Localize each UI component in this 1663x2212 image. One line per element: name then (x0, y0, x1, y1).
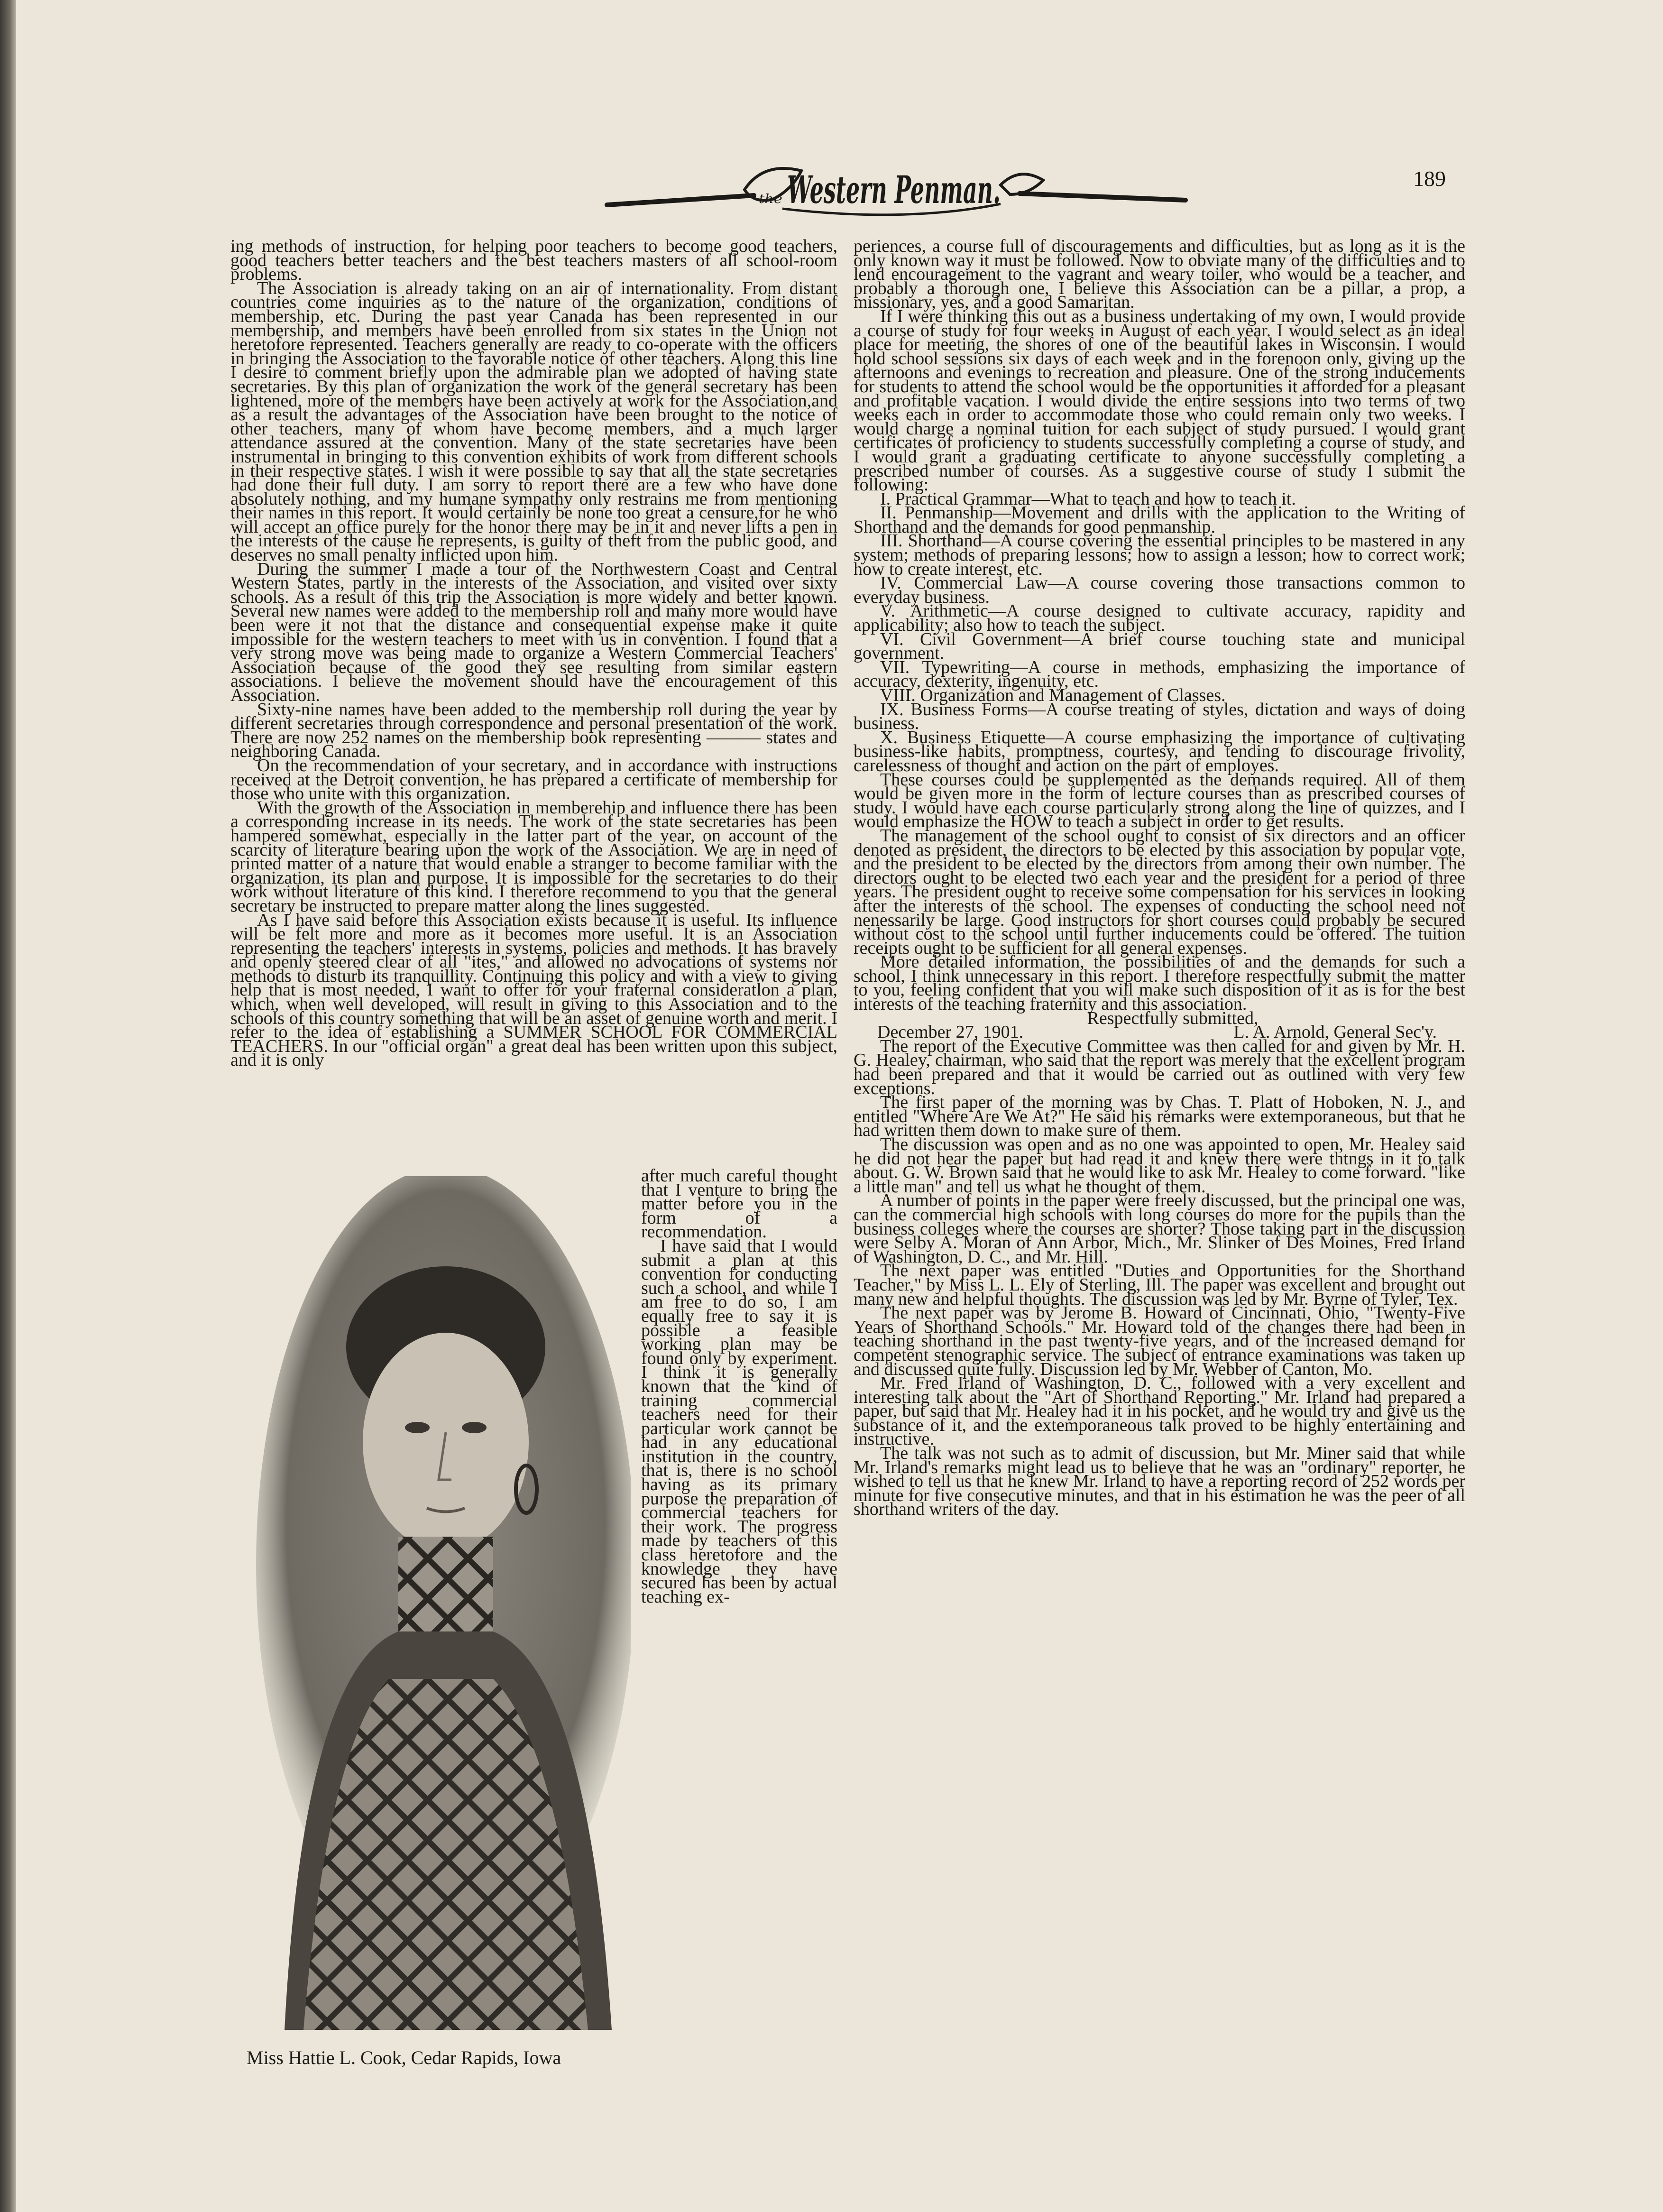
signoff-signature: L. A. Arnold, General Sec'y. (1233, 1022, 1437, 1042)
signoff-date: December 27, 1901. (877, 1022, 1024, 1042)
masthead-logo (602, 152, 1190, 228)
svg-text:the: the (759, 192, 782, 206)
paragraph: periences, a course full of discouragements and difficulties, but as long as it is the only known way it must be followed. Now to obviate many of the difficulties and to lend encouragement to the vagrant and weary toiler, who would be a teacher, and probably a thorough one, I believe this Association can be a pillar, a prop, a missionary, yes, and a good Samaritan. (854, 236, 1465, 313)
left-article-column (230, 236, 837, 1070)
course-item: V. Arithmetic—A course designed to cultivate accuracy, rapidity and applicability; also how to teach the subject. (854, 601, 1465, 636)
right-article-column (854, 236, 1465, 1520)
course-item: VI. Civil Government—A brief course touching state and municipal government. (854, 629, 1465, 664)
svg-text:Western Penman.: Western Penman. (787, 167, 1001, 212)
paragraph: The discussion was open and as no one was appointed to open, Mr. Healey said he did not hear the paper but had read it and knew there were thtngs in it to talk about. G. W. Brown said that he would like to ask Mr. Healey to come forward. "like a little man" and tell us what he thought of them. (854, 1134, 1465, 1197)
paragraph: The next paper was by Jerome B. Howard of Cincinnati, Ohio, "Twenty-Five Years of Shorthand Schools." Mr. Howard told of the changes there had been in teaching shorthand in the past twenty-five years, and of the increased demand for competent stenographic service. The subject of entrance examinations was taken up and discussed quite fully. Discussion led by Mr. Webber of Canton, Mo. (854, 1303, 1465, 1379)
paragraph: On the recommendation of your secretary, and in accordance with instructions received at the Detroit convention, he has prepared a certificate of membership for those who unite with this organization. (230, 755, 837, 804)
course-item: X. Business Etiquette—A course emphasizing the importance of cultivating business-like habits, promptness, courtesy, and tending to discourage frivolity, carelessness of thought and action on the part of employes. (854, 727, 1465, 775)
paragraph: These courses could be supplemented as the demands required. All of them would be given more in the form of lecture courses than as prescribed courses of study. I would have each course particularly strong along the line of quizzes, and I would emphasize the HOW to teach a subject in order to get results. (854, 769, 1465, 832)
paragraph: During the summer I made a tour of the Northwestern Coast and Central Western States, partly in the interests of the Association, and visited over sixty schools. As a result of this trip the Association is more widely and better known. Several new names were added to the membership roll and many more would have been were it not that the distance and consequential expense make it quite impossible for the western teachers to meet with us in convention. I found that a very strong move was being made to organize a Western Commercial Teachers' Association because of the good they see resulting from similar eastern associations. I believe the movement should have the encouragement of this Association. (230, 559, 837, 705)
paragraph: The next paper was entitled "Duties and Opportunities for the Shorthand Teacher," by Miss L. L. Ely of Sterling, Ill. The paper was excellent and brought out many new and helpful thoughts. The discussion was led by Mr. Byrne of Tyler, Tex. (854, 1261, 1465, 1309)
paragraph: Mr. Fred Irland of Washington, D. C., followed with a very excellent and interesting talk about the "Art of Shorthand Reporting." Mr. Irland had prepared a paper, but said that Mr. Healey had it in his pocket, and he would try and give us the substance of it, and the extemporaneous talk proved to be highly entertaining and instructive. (854, 1373, 1465, 1449)
course-item: IV. Commercial Law—A course covering those transactions common to everyday business. (854, 573, 1465, 607)
course-item: VIII. Organization and Management of Classes. (880, 685, 1226, 705)
course-item: IX. Business Forms—A course treating of styles, dictation and ways of doing business. (854, 699, 1465, 734)
paragraph: With the growth of the Association in memberehip and influence there has been a corresponding increase in its needs. The work of the state secretaries has been hampered somewhat, especially in the latter part of the year, on account of the scarcity of literature bearing upon the work of the Association. We are in need of printed matter of a nature that would enable a stranger to become familiar with the organization, its plan and purpose. It is impossible for the secretaries to do their work without literature of this kind. I therefore recommend to you that the general secretary be instructed to prepare matter along the lines suggested. (230, 797, 837, 916)
paragraph: A number of points in the paper were freely discussed, but the principal one was, can the commercial high schools with long courses do more for the pupils than the business colleges where the courses are shorter? Those taking part in the discussion were Selby A. Moran of Ann Arbor, Mich., Mr. Slinker of Des Moines, Fred Irland of Washington, D. C., and Mr. Hill. (854, 1190, 1465, 1267)
signoff-closing: Respectfully submitted, (1087, 1008, 1259, 1028)
course-item: II. Penmanship—Movement and drills with the application to the Writing of Shorthand and the demands for good penmanship. (854, 503, 1465, 537)
page-number: 189 (1413, 166, 1446, 191)
course-item: VII. Typewriting—A course in methods, emphasizing the importance of accuracy, dexterity, ingenuity, etc. (854, 657, 1465, 691)
paragraph: The first paper of the morning was by Chas. T. Platt of Hoboken, N. J., and entitled "Where Are We At?" He said his remarks were extemporaneous, but that he had written them down to make sure of them. (854, 1092, 1465, 1141)
paragraph: after much careful thought that I venture to bring the matter before you in the form of a recommendation. (641, 1166, 837, 1242)
paragraph: ing methods of instruction, for helping poor teachers to become good teachers, good teachers better teachers and the best teachers masters of all school-room problems. (230, 236, 837, 285)
left-narrow-column (641, 1166, 837, 1607)
book-binding-edge (0, 0, 16, 2212)
paragraph: The talk was not such as to admit of discussion, but Mr. Miner said that while Mr. Irland's remarks might lead us to believe that he was an "ordinary" reporter, he wished to tell us that he knew Mr. Irland to have a reporting record of 252 words per minute for five consecutive minutes, and that in his estimation he was the peer of all shorthand writers of the day. (854, 1443, 1465, 1520)
paragraph: I have said that I would submit a plan at this convention for conducting such a school, and while I am free to do so, I am equally free to say it is possible a feasible working plan may be found only by experiment. I think it is generally known that the kind of training commercial teachers need for their particular work cannot be had in any educational institution in the country, that is, there is no school having as its primary purpose the preparation of commercial teachers for their work. The progress made by teachers of this class heretofore and the knowledge they have secured has been by actual teaching ex- (641, 1235, 837, 1607)
paragraph: As I have said before this Association exists because it is useful. Its influence will be felt more and more as it becomes more useful. It is an Association representing the teachers' interests in systems, policies and methods. It has bravely and openly steered clear of all "ites," and allowed no advocations of systems nor methods to disturb its tranquillity. Continuing this policy and with a view to giving help that is most needed, I want to offer for your fraternal consideratlon a plan, which, when well developed, will result in giving to this Association and to the schools of this country something that will be an asset of genuine worth and merit. I refer to the idea of establishing a SUMMER SCHOOL FOR COMMERCIAL TEACHERS. In our "official organ" a great deal has been written upon this subject, and it is only (230, 910, 837, 1070)
paragraph: The Association is already taking on an air of internationality. From distant countries come inquiries as to the nature of the organization, conditions of membership, etc. During the past year Canada has been represented in our membership, and members have been enrolled from six states in the Union not heretofore represented. Teachers generally are ready to co-operate with the officers in bringing the Association to the favorable notice of other teachers. Along this line I desire to comment briefly upon the admirable plan we adopted of having state secretaries. By this plan of organization the work of the general secretary has been lightened, more of the members have been actively at work for the Association,and as a result the advantages of the Association have been brought to the notice of other teachers, many of whom have become members, and a much larger attendance assured at the convention. Many of the state secretaries have been instrumental in bringing to this convention exhibits of work from different schools in their respective states. I wish it were possible to say that all the state secretaries had done their full duty. I am sorry to report there are a few who have done absolutely nothing, and my humane sympathy only restrains me from mentioning their names in this report. It would certainly be none too great a censure,for he who will accept an office purely for the honor there may be in it and never lifts a pen in the interests of the cause he represents, is guilty of theft from the public good, and deserves no small penalty inflicted upon him. (230, 278, 837, 565)
portrait-caption: Miss Hattie L. Cook, Cedar Rapids, Iowa (247, 2047, 561, 2068)
paragraph: If I were thinking this out as a business undertaking of my own, I would provide a course of study for four weeks in August of each year. I would select as an ideal place for meeting, the shores of one of the beautiful lakes in Wisconsin. I would hold school sessions six days of each week and in the forenoon only, giving up the afternoons and evenings to recreation and pleasure. One of the strong inducements for students to attend the school would be the opportunities it afforded for a pleasant and profitable vacation. I would divide the entire sessions into two terms of two weeks each in order to accommodate those who could remain only two weeks. I would charge a nominal tuition for each subject of study pursued. I would grant certificates of proficiency to students successfully completing a course of study, and I would grant a graduating certificate to anyone successfully completing a prescribed number of courses. As a suggestive course of study I submit the following: (854, 306, 1465, 495)
paragraph: The report of the Executive Committee was then called for and given by Mr. H. G. Healey, chairman, who said that the report was merely that the excellent program had been prepared and that it would be carried out as outlined with very few exceptions. (854, 1036, 1465, 1098)
course-item: I. Practical Grammar—What to teach and how to teach it. (880, 488, 1296, 509)
paragraph: Sixty-nine names have been added to the membership roll during the year by different secretaries through correspondence and personal presentation of the work. There are now 252 names on the membership book representing ——— states and neighboring Canada. (230, 699, 837, 762)
portrait-photo (247, 1176, 631, 2030)
paragraph: The management of the school ought to consist of six directors and an officer denoted as president, the directors to be elected by this association by popular vote, and the president to be elected by the directors from among their own number. The directors ought to be elected two each year and the president for a period of three years. The president ought to receive some compensation for his services in looking after the interests of the school. The expenses of conducting the school need not nenessarily be large. Good instructors for short courses could probably be secured without cost to the school until further inducements could be offered. The tuition receipts ought to be sufficient for all general expenses. (854, 825, 1465, 958)
paragraph: More detailed information, the possibilities of and the demands for such a school, I think unnecessary in this report. I therefore respectfully submit the matter to you, feeling confident that you will make such disposition of it as is for the best interests of the teaching fraternity and this association. (854, 952, 1465, 1014)
course-item: III. Shorthand—A course covering the essential principles to be mastered in any system; methods of preparing lessons; how to assign a lesson; how to correct work; how to create interest, etc. (854, 531, 1465, 579)
